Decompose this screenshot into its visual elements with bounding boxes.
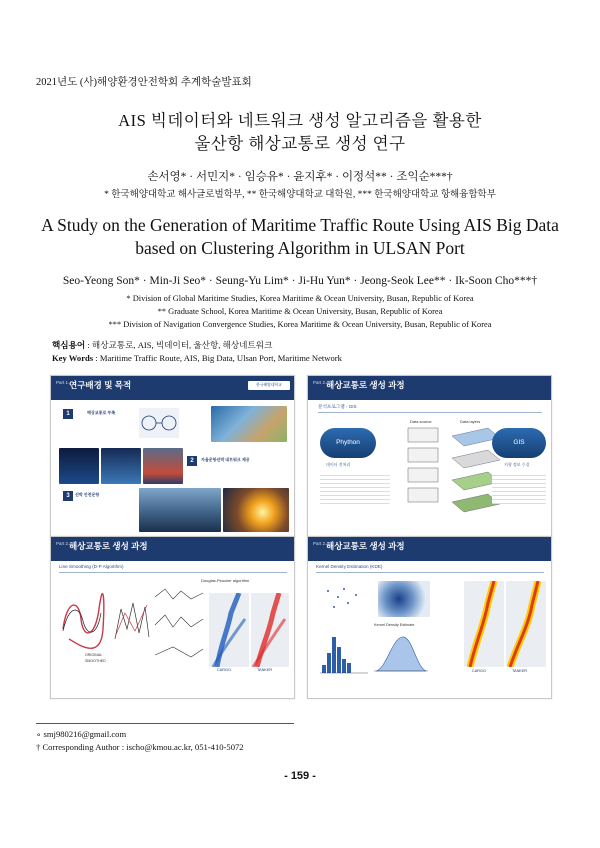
network-image-3: [143, 448, 183, 484]
slide-header: [51, 376, 294, 400]
section-divider: [318, 412, 542, 413]
cargo-label: CARGO: [217, 668, 231, 672]
keywords-korean-text: : 해상교통로, AIS, 빅데이터, 울산항, 해상네트워크: [85, 340, 273, 350]
slide-route-generation-gis: [307, 375, 552, 538]
route-diagram-image: [139, 408, 179, 438]
data-source-label: Data source: [410, 419, 432, 424]
point-scatter-figure: [318, 581, 370, 617]
tanker-label: TANKER: [512, 669, 528, 673]
footnote-divider: [36, 723, 294, 724]
explosion-image: [223, 488, 289, 532]
cargo-kde-map: [464, 581, 504, 667]
data-source-stack: [404, 426, 444, 506]
histogram-figure: [316, 625, 370, 675]
section-heading: 분석프로그램 - GIS: [318, 404, 357, 409]
cargo-route-map: [209, 593, 249, 667]
english-authors: Seo-Yeong Son* · Min-Ji Seo* · Seung-Yu Lim* · Ji-Hu Yun* · Jeong-Seok Lee** · Ik-Soon Cho***†: [62, 275, 538, 287]
gis-badge: GIS: [492, 428, 546, 458]
network-image-1: [59, 448, 99, 484]
dp-algorithm-label: Douglas-Peucker algorithm: [201, 578, 250, 583]
step-label: 자율운항선박 네트워크 제공: [201, 457, 250, 462]
slide-part-label: Part 2.: [313, 541, 327, 546]
map-image: [211, 406, 287, 442]
network-image-2: [101, 448, 141, 484]
korean-title-line2: 울산항 해상교통로 생성 연구: [194, 134, 406, 153]
footnote-corresponding-author: † Corresponding Author : ischo@kmou.ac.kr, 051-410-5072: [36, 742, 244, 752]
keywords-korean: [52, 339, 272, 351]
conference-header: 2021년도 (사)해양환경안전학회 추계학술발표회: [36, 77, 252, 88]
original-legend: ORIGINAL: [85, 653, 103, 657]
slide-part-label: Part 2.: [56, 541, 70, 546]
ship-image: [139, 488, 221, 532]
keywords-english: [52, 353, 342, 363]
tanker-label: TANKER: [257, 668, 273, 672]
slide-part-label: Part 1.: [56, 380, 70, 385]
step-number: 1: [63, 409, 73, 419]
slide-kernel-density: [307, 536, 552, 699]
slide-header: [308, 376, 551, 400]
keywords-english-text: : Maritime Traffic Route, AIS, Big Data, Ulsan Port, Maritime Network: [93, 353, 342, 363]
english-affiliation-2: ** Graduate School, Korea Maritime & Ocean University, Busan, Republic of Korea: [157, 307, 443, 316]
university-logo: 한국해양대학교: [248, 381, 290, 390]
tanker-kde-map: [506, 581, 546, 667]
english-title-line2: based on Clustering Algorithm in ULSAN Port: [135, 238, 465, 258]
english-affiliation-1: * Division of Global Maritime Studies, Korea Maritime & Ocean University, Busan, Republic of Korea: [126, 294, 474, 303]
cargo-label: CARGO: [472, 669, 486, 673]
terrain-notes: [492, 472, 546, 504]
step-label: 해상교통로 부족: [87, 410, 116, 415]
original-path-figure: [59, 589, 107, 651]
data-layers-label: Data layers: [460, 419, 481, 424]
vector-interpolation-figure: [111, 589, 151, 651]
step-number: 2: [187, 456, 197, 466]
footnote-email: ∘ smj980216@gmail.com: [36, 729, 127, 739]
slide-part-label: Part 2.: [313, 380, 327, 385]
section-heading: Line Smoothing (D-P Algorithm): [59, 564, 124, 569]
smoothed-legend: SMOOTHED: [85, 659, 106, 663]
english-affiliation-3: *** Division of Navigation Convergence Studies, Korea Maritime & Ocean University, Busan, Republic of Korea: [108, 320, 492, 329]
korean-authors: 손서영* · 서민지* · 임승유* · 윤지후* · 이정석** · 조익순***†: [147, 171, 453, 183]
density-heatmap-figure: [378, 581, 430, 617]
korean-affiliations: * 한국해양대학교 해사글로벌학부, ** 한국해양대학교 대학원, *** 한국해양대학교 항해융합학부: [104, 190, 496, 200]
preprocessing-label: 데이터 전처리: [326, 462, 351, 467]
douglas-peucker-steps: [151, 585, 207, 667]
page-number: - 159 -: [284, 770, 316, 782]
section-divider: [316, 572, 544, 573]
terrain-info-label: 지형 정보 수집: [504, 462, 530, 467]
slide-line-smoothing: [50, 536, 295, 699]
preprocessing-notes: [320, 472, 390, 504]
step-number: 3: [63, 491, 73, 501]
english-title-line1: A Study on the Generation of Maritime Traffic Route Using AIS Big Data: [41, 215, 559, 235]
kde-curve-figure: [372, 629, 430, 675]
slide-research-background: [50, 375, 295, 538]
slide-header: [51, 537, 294, 561]
kde-plot-title: Kernel Density Estimate: [374, 623, 415, 627]
keywords-english-label: Key Words: [52, 353, 94, 363]
section-heading: Kernel Density Estimation (KDE): [316, 564, 383, 569]
tanker-route-map: [251, 593, 289, 667]
slide-title: 해상교통로 생성 과정: [326, 541, 405, 551]
section-divider: [59, 572, 287, 573]
keywords-korean-label: 핵심용어: [52, 340, 86, 350]
slide-title: 해상교통로 생성 과정: [69, 541, 148, 551]
korean-title-line1: AIS 빅데이터와 네트워크 생성 알고리즘을 활용한: [118, 111, 482, 130]
slide-header: [308, 537, 551, 561]
python-badge: Phython: [320, 428, 376, 458]
slide-title: 연구배경 및 목적: [69, 380, 132, 390]
slide-title: 해상교통로 생성 과정: [326, 380, 405, 390]
step-label: 선박 안전운항: [75, 492, 100, 497]
